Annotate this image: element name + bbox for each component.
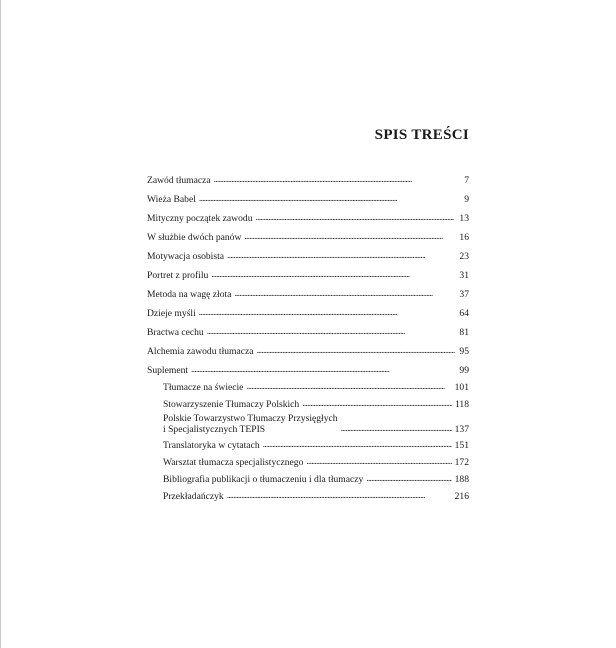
leader-dots xyxy=(207,327,456,337)
toc-entry-label: Mityczny początek zawodu xyxy=(147,213,253,224)
leader-dots xyxy=(341,424,452,434)
toc-subentry-page: 151 xyxy=(454,440,469,452)
toc-entry-page: 23 xyxy=(459,251,469,262)
toc-entry xyxy=(147,301,469,320)
toc-entry-label: Alchemia zawodu tłumacza xyxy=(147,346,254,357)
toc-entry-page: 64 xyxy=(459,308,469,319)
leader-dots xyxy=(263,440,452,450)
toc-entry xyxy=(147,168,469,187)
toc-entry-page: 37 xyxy=(459,289,469,300)
toc-subentry xyxy=(147,411,469,436)
toc-subentry-page: 188 xyxy=(454,473,469,485)
leader-dots xyxy=(244,232,456,242)
toc-subentry-label: Stowarzyszenie Tłumaczy Polskich xyxy=(163,398,300,410)
toc-entry-page: 7 xyxy=(464,175,469,186)
toc-entry-page: 13 xyxy=(459,213,469,224)
leader-dots xyxy=(302,399,452,409)
toc-subentry xyxy=(147,452,469,469)
toc-subentry-label-line1: Polskie Towarzystwo Tłumaczy Przysięgłych xyxy=(163,412,338,424)
toc-entry-label: Dzieje myśli xyxy=(147,308,196,319)
toc-entry-page: 95 xyxy=(459,346,469,357)
toc-subentry-page: 137 xyxy=(454,423,469,435)
toc-entry xyxy=(147,263,469,282)
toc-subentry xyxy=(147,394,469,411)
leader-dots xyxy=(256,213,457,223)
toc-entry-label: Bractwa cechu xyxy=(147,327,204,338)
page-edge xyxy=(0,0,1,648)
toc-subentry-label: Przekładańczyk xyxy=(163,490,224,502)
toc-subentry-label: Tłumacze na świecie xyxy=(163,381,244,393)
toc-entry-label: Suplement xyxy=(147,365,189,376)
page-title: SPIS TREŚCI xyxy=(374,127,469,143)
leader-dots xyxy=(257,346,456,356)
toc-subentry-label: Translatoryka w cytatach xyxy=(163,440,260,452)
toc-entry xyxy=(147,187,469,206)
leader-dots xyxy=(199,308,456,318)
toc-subentry xyxy=(147,436,469,453)
toc-entry-page: 16 xyxy=(459,232,469,243)
toc-entry-label: Metoda na wagę złota xyxy=(147,289,232,300)
toc-entry-label: Motywacja osobista xyxy=(147,251,225,262)
leader-dots xyxy=(199,194,456,204)
leader-dots xyxy=(191,365,456,375)
leader-dots xyxy=(366,474,451,484)
toc-entry xyxy=(147,339,469,358)
toc-entry xyxy=(147,225,469,244)
toc-subentry-page: 172 xyxy=(454,457,469,469)
toc-entry-label: W służbie dwóch panów xyxy=(147,232,242,243)
toc-subentry-label: Bibliografia publikacji o tłumaczeniu i dla tłumaczy xyxy=(163,473,364,485)
toc-entry-page: 99 xyxy=(459,365,469,376)
toc-subentry-label: Warsztat tłumacza specjalistycznego xyxy=(163,457,304,469)
toc-entry xyxy=(147,206,469,225)
toc-entry xyxy=(147,320,469,339)
toc-subentry xyxy=(147,486,469,503)
toc-entry-page: 31 xyxy=(459,270,469,281)
toc-subentry-page: 118 xyxy=(454,398,469,410)
toc-entry xyxy=(147,282,469,301)
toc-subentry-page: 216 xyxy=(454,490,469,502)
leader-dots xyxy=(246,382,451,392)
leader-dots xyxy=(211,270,456,280)
toc-subentry xyxy=(147,377,469,394)
leader-dots xyxy=(227,251,456,261)
toc-entry-page: 9 xyxy=(464,194,469,205)
toc-entry-label: Zawód tłumacza xyxy=(147,175,211,186)
toc-subentry-page: 101 xyxy=(454,381,469,393)
toc-entry xyxy=(147,358,469,377)
toc-subentry-label xyxy=(163,413,338,436)
leader-dots xyxy=(214,175,456,185)
leader-dots xyxy=(306,457,451,467)
toc-entry-label: Wieża Babel xyxy=(147,194,196,205)
toc-entry-page: 81 xyxy=(459,327,469,338)
toc-subentry xyxy=(147,469,469,486)
toc-entry-label: Portret z profilu xyxy=(147,270,209,281)
toc-subentry-label-line2: i Specjalistycznych TEPIS xyxy=(163,424,266,436)
table-of-contents xyxy=(147,168,469,503)
leader-dots xyxy=(227,491,452,501)
toc-entry xyxy=(147,244,469,263)
leader-dots xyxy=(234,289,456,299)
